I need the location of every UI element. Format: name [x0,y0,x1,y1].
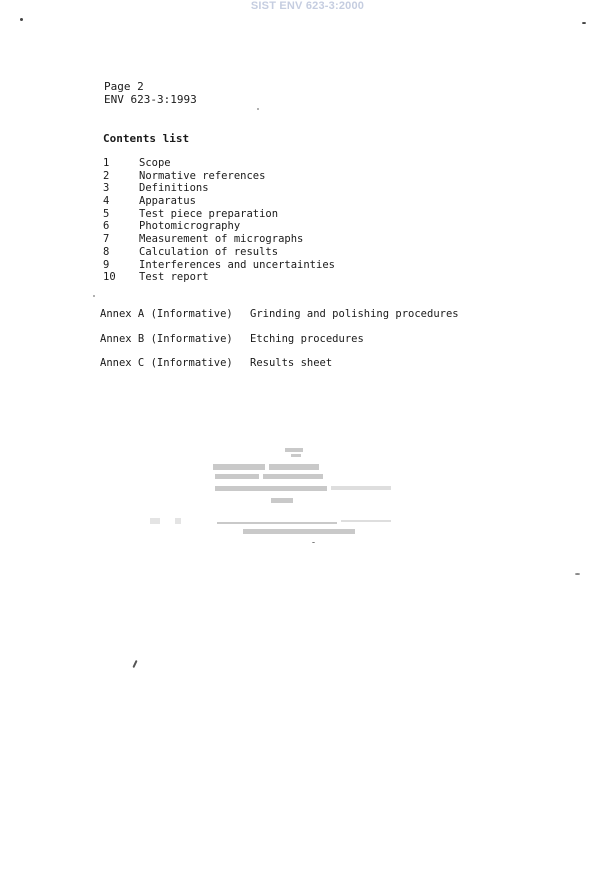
scan-speck [312,542,315,543]
watermark: SIST ENV 623-3:2000 [250,0,365,12]
toc-label: Definitions [139,182,209,195]
annex-label: Annex B (Informative) [100,333,233,345]
toc-number: 6 [103,220,110,233]
toc-number: 8 [103,245,110,258]
toc-item [103,195,335,208]
scan-speck [582,22,586,24]
contents-title: Contents list [103,132,190,145]
page-header [104,80,197,106]
toc-number: 7 [103,233,110,246]
toc-label: Normative references [139,169,266,182]
page-number: Page 2 [104,80,144,93]
annex-item [100,308,459,320]
toc-item [103,182,335,195]
toc-item [103,208,335,221]
toc-label: Calculation of results [139,245,279,258]
scan-speck [575,573,580,575]
toc-label: Apparatus [139,195,196,208]
toc-label: Measurement of micrographs [139,233,304,246]
annex-title: Etching procedures [250,333,364,345]
toc-item [103,220,335,233]
scan-speck [132,660,137,668]
toc-number: 4 [103,195,110,208]
toc-number: 2 [103,169,110,182]
annex-label: Annex A (Informative) [100,308,233,320]
annex-title: Grinding and polishing procedures [250,308,459,320]
toc-number: 3 [103,182,110,195]
standard-reference: ENV 623-3:1993 [104,93,197,106]
scan-speck [93,295,95,297]
annex-title: Results sheet [250,357,333,369]
annex-label: Annex C (Informative) [100,357,233,369]
toc-label: Scope [139,157,171,169]
toc-label: Test report [139,271,209,284]
toc-label: Photomicrography [139,220,241,233]
toc-label: Test piece preparation [139,207,279,220]
annex-item [100,333,364,345]
scan-speck [20,18,23,21]
contents-list [103,157,335,284]
toc-item [103,246,335,259]
scan-speck [257,108,259,110]
toc-item [103,170,335,183]
toc-number: 1 [103,157,110,169]
toc-item [103,233,335,246]
toc-item [103,271,335,284]
toc-number: 10 [103,271,116,284]
toc-item [103,259,335,272]
faded-stamp-image [145,440,405,550]
toc-item [103,157,335,170]
annex-item [100,357,332,369]
toc-label: Interferences and uncertainties [139,258,335,271]
toc-number: 9 [103,258,110,271]
toc-number: 5 [103,207,110,220]
